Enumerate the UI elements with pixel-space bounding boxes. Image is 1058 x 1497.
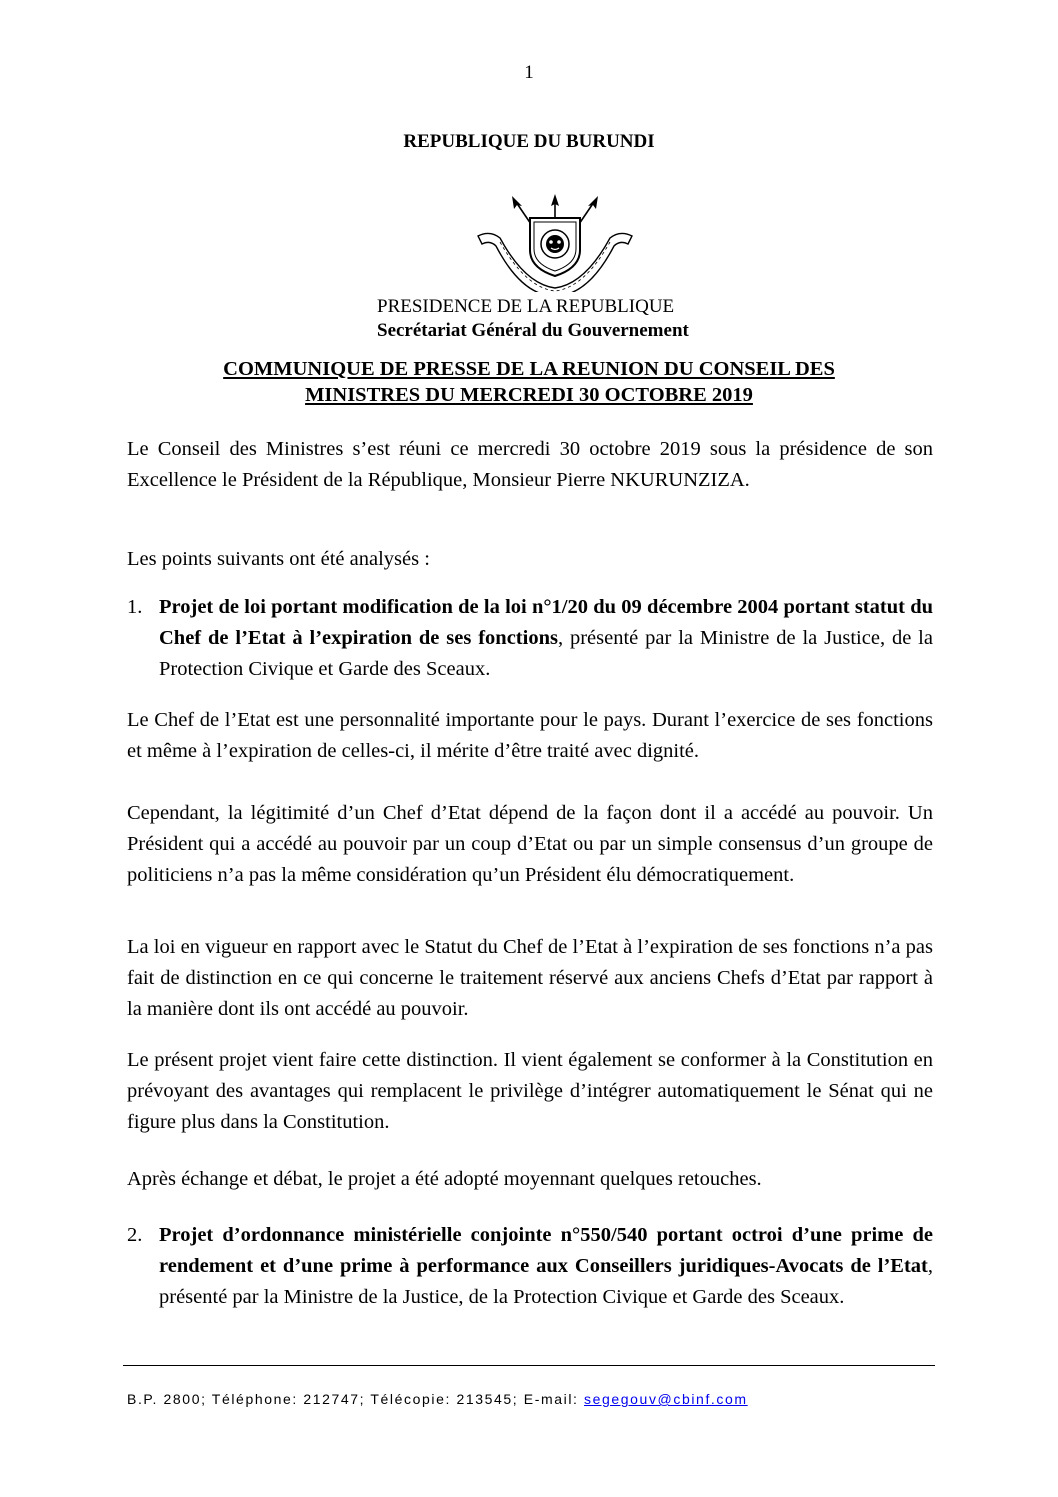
paragraph-chef-etat: Le Chef de l’Etat est une personnalité importante pour le pays. Durant l’exercice de ses fonctions et même à l’expiration de celles-ci, il mérite d’être traité avec dignité.: [127, 709, 933, 762]
footer-contact-text: B.P. 2800; Téléphone: 212747; Télécopie: 213545; E-mail:: [127, 1391, 585, 1407]
points-intro: Les points suivants ont été analysés :: [127, 548, 430, 570]
item-presenter: , présenté par la Ministre de la Justice, de la Protection Civique et Garde des Sceaux.: [159, 1255, 933, 1308]
paragraph-adoption: Après échange et débat, le projet a été adopté moyennant quelques retouches.: [127, 1168, 762, 1190]
paragraph-loi-en-vigueur: La loi en vigueur en rapport avec le Statut du Chef de l’Etat à l’expiration de ses fonctions n’a pas fait de distinction en ce qui concerne le traitement réservé aux anciens Chefs d’Etat par rapport à la manière dont ils ont accédé au pouvoir.: [127, 936, 933, 1020]
title-line-2: MINISTRES DU MERCREDI 30 OCTOBRE 2019: [305, 384, 753, 406]
list-item: [127, 592, 933, 685]
item-title: Projet d’ordonnance ministérielle conjointe n°550/540 portant octroi d’une prime de rendement et d’une prime à performance aux Conseillers juridiques-Avocats de l’Etat: [159, 1224, 933, 1277]
list-item: [127, 1220, 933, 1313]
footer-email-link[interactable]: segegouv@cbinf.com: [584, 1391, 748, 1407]
item-number: 2.: [127, 1224, 143, 1246]
burundi-coat-of-arms-emblem: [470, 192, 640, 292]
intro-paragraph: Le Conseil des Ministres s’est réuni ce mercredi 30 octobre 2019 sous la présidence de son Excellence le Président de la République, Monsieur Pierre NKURUNZIZA.: [127, 438, 933, 491]
footer-divider: [123, 1365, 935, 1366]
page-number: 1: [524, 62, 534, 83]
title-line-1: COMMUNIQUE DE PRESSE DE LA REUNION DU CONSEIL DES: [223, 358, 835, 380]
item-title: Projet de loi portant modification de la loi n°1/20 du 09 décembre 2004 portant statut du Chef de l’Etat à l’expiration de ses fonctions: [159, 596, 933, 649]
issuing-office: [377, 295, 689, 343]
document-title: [100, 356, 958, 408]
paragraph-present-projet: Le présent projet vient faire cette distinction. Il vient également se conformer à la Constitution en prévoyant des avantages qui remplacent le privilège d’intégrer automatiquement le Sénat qui ne figure plus dans la Constitution.: [127, 1049, 933, 1133]
item-presenter: , présenté par la Ministre de la Justice, de la Protection Civique et Garde des Sceaux.: [159, 627, 933, 680]
item-number: 1.: [127, 596, 143, 618]
footer-contact: [127, 1391, 933, 1407]
republic-heading: REPUBLIQUE DU BURUNDI: [403, 131, 655, 152]
presidence-label: PRESIDENCE DE LA REPUBLIQUE: [377, 296, 675, 317]
paragraph-legitimite: Cependant, la légitimité d’un Chef d’Etat dépend de la façon dont il a accédé au pouvoir. Un Président qui a accédé au pouvoir par un coup d’Etat ou par un simple consensus d’un groupe de politiciens n’a pas la même considération qu’un Président élu démocratiquement.: [127, 802, 933, 886]
secretariat-label: Secrétariat Général du Gouvernement: [377, 320, 689, 341]
